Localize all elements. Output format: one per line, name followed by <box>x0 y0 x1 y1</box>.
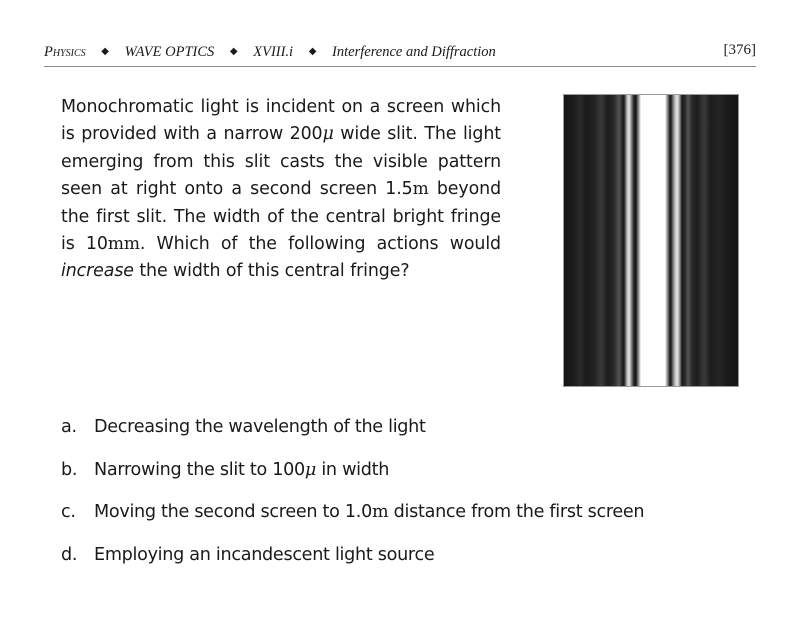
breadcrumb-section: XVIII.i <box>253 44 294 60</box>
option-c[interactable] <box>61 498 761 541</box>
unit-millimeters: mm <box>107 234 140 255</box>
option-text: Decreasing the wavelength of the light <box>94 417 426 437</box>
option-b[interactable] <box>61 456 761 499</box>
unit-meters: m <box>371 502 389 522</box>
unit-meters: m <box>412 179 429 200</box>
micron-symbol: μ <box>322 124 334 145</box>
page-number: [376] <box>723 42 756 58</box>
breadcrumb-topic: WAVE OPTICS <box>124 44 215 60</box>
option-a[interactable] <box>61 413 761 456</box>
emphasized-word: increase <box>61 261 134 282</box>
option-text: Employing an incandescent light source <box>94 544 435 565</box>
option-text: distance from the first screen <box>388 502 645 522</box>
diamond-separator-icon: ◆ <box>101 46 109 57</box>
question-part: the width of this central fringe? <box>133 261 410 282</box>
breadcrumb <box>44 44 496 61</box>
option-text: Narrowing the slit to 100 <box>94 459 305 480</box>
micron-symbol: μ <box>304 459 317 480</box>
breadcrumb-subject: Physics <box>44 44 86 60</box>
question-text <box>61 94 501 286</box>
option-letter: d. <box>61 544 78 565</box>
option-d[interactable] <box>61 541 761 584</box>
option-letter: b. <box>61 459 78 480</box>
diamond-separator-icon: ◆ <box>308 46 317 57</box>
question-part: . Which of the following actions would <box>139 234 501 255</box>
option-letter: a. <box>61 417 77 437</box>
diamond-separator-icon: ◆ <box>229 46 238 57</box>
breadcrumb-subtopic: Interference and Diffraction <box>332 44 496 60</box>
option-text: in width <box>316 459 390 480</box>
option-letter: c. <box>61 502 76 522</box>
header-divider <box>44 66 756 67</box>
question-part: Monochromatic light is incident on a screen which is provided with a narrow 200 <box>61 97 501 145</box>
answer-options <box>61 413 761 583</box>
diffraction-pattern-image <box>563 94 739 387</box>
question-part: wide slit. The light emerging from this slit casts the visible pattern seen at right onto a second screen 1.5 <box>61 124 501 200</box>
page-header <box>44 40 756 66</box>
question-part: beyond the first slit. The width of the central bright fringe is 10 <box>61 179 502 255</box>
option-text: Moving the second screen to 1.0 <box>94 502 372 522</box>
